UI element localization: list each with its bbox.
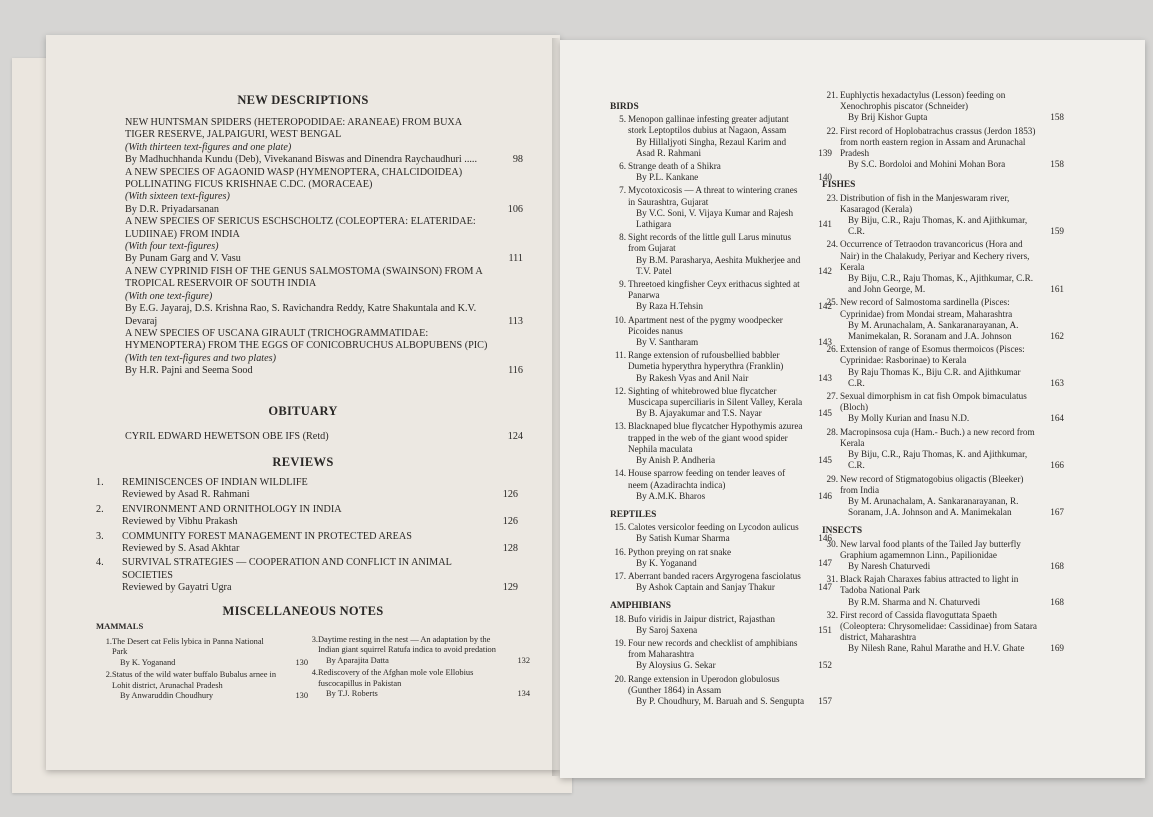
- note-number: 19.: [614, 637, 626, 648]
- page-number: 98: [512, 154, 523, 166]
- right-page: [560, 40, 1145, 778]
- note-number: 15.: [614, 522, 626, 533]
- note-number: 5.: [619, 114, 626, 125]
- amphibians-section-label: AMPHIBIANS: [610, 601, 671, 612]
- note-number: 8.: [619, 232, 626, 243]
- note-text: First record of Cassida flavoguttata Spaeth (Coleoptera: Chrysomelidae: Cassidinae) from Satara district, Maharashtra: [840, 609, 1037, 643]
- review-entry[interactable]: [96, 557, 518, 594]
- page-number: 166: [1050, 460, 1064, 471]
- note-by: By M. Arunachalam, A. Sankaranarayanan, A. Manimekalan, R. Soranam and J.A. Johnson: [848, 319, 1019, 342]
- note-by: By Biju, C.R., Raju Thomas, K. and Ajithkumar, C.R.: [848, 215, 1028, 237]
- note-by: By Brij Kishor Gupta: [848, 112, 928, 123]
- page-number: 130: [295, 691, 308, 701]
- note-by: By A.M.K. Bharos: [636, 490, 706, 501]
- note-text: Menopon gallinae infesting greater adjutant stork Leptoptilos dubius at Nagaon, Assam: [628, 114, 789, 136]
- note-entry[interactable]: [610, 161, 832, 183]
- note-text: Extension of range of Esomus thermoicos (Pisces: Cyprinidae: Rasborinae) to Kerala: [840, 344, 1025, 366]
- note-by: By Raju Thomas K., Biju C.R. and Ajithkumar C.R.: [848, 366, 1021, 388]
- misc-notes-heading: MISCELLANEOUS NOTES: [222, 604, 384, 618]
- toc-entry[interactable]: [125, 216, 523, 266]
- review-number: 1.: [96, 477, 104, 488]
- note-text: Strange death of a Shikra: [628, 161, 721, 172]
- note-number: 23.: [826, 192, 838, 203]
- review-by: Reviewed by Asad R. Rahmani: [122, 489, 250, 501]
- entry-by: By H.R. Pajni and Seema Sood: [125, 365, 253, 377]
- note-text: Occurrence of Tetraodon travancoricus (Hora and Nair) in the Chalakudy, Periyar and Kechery rivers, Kerala: [840, 239, 1030, 272]
- note-text: New larval food plants of the Tailed Jay butterfly Graphium agamemnon Linn., Papilionidae: [840, 538, 1021, 560]
- note-text: Black Rajah Charaxes fabius attracted to light in Tadoba National Park: [840, 574, 1019, 596]
- note-number: 17.: [614, 570, 626, 581]
- note-number: 30.: [826, 538, 838, 549]
- misc-col-2: [302, 635, 530, 701]
- note-entry[interactable]: [610, 185, 832, 230]
- note-entry[interactable]: [610, 547, 832, 569]
- review-by: Reviewed by Gayatri Ugra: [122, 582, 232, 594]
- note-number: 11.: [614, 350, 626, 361]
- note-by: By Anish P. Andheria: [636, 455, 716, 466]
- entry-title: A NEW SPECIES OF AGAONID WASP (HYMENOPTERA, CHALCIDOIDEA) POLLINATING FICUS KRISHNAE C.DC. (MORACEAE): [125, 166, 463, 191]
- review-entry[interactable]: [96, 477, 518, 502]
- note-entry[interactable]: [610, 638, 832, 672]
- toc-entry[interactable]: [125, 328, 523, 378]
- page-number: 163: [1050, 377, 1064, 388]
- note-by: By T.J. Roberts: [326, 689, 378, 699]
- note-entry[interactable]: [302, 635, 530, 666]
- page-number: 152: [818, 660, 832, 671]
- review-number: 4.: [96, 557, 104, 569]
- note-by: By B. Ajayakumar and T.S. Nayar: [636, 408, 762, 419]
- reviews-list: [96, 477, 518, 595]
- note-number: 14.: [614, 468, 626, 479]
- page-number: 128: [502, 543, 518, 555]
- note-by: By V. Santharam: [636, 337, 699, 348]
- note-text: Status of the wild water buffalo Bubalus arnee in Lohit district, Arunachal Pradesh: [112, 670, 277, 690]
- page-number: 139: [818, 147, 832, 158]
- entry-title: A NEW CYPRINID FISH OF THE GENUS SALMOSTOMA (SWAINSON) FROM A TROPICAL RESERVOIR OF SOUTH INDIA: [125, 265, 483, 290]
- review-title: COMMUNITY FOREST MANAGEMENT IN PROTECTED AREAS: [122, 530, 412, 542]
- page-number: 113: [508, 315, 523, 327]
- note-entry[interactable]: [822, 539, 1064, 573]
- note-number: 18.: [614, 613, 626, 624]
- note-entry[interactable]: [610, 350, 832, 384]
- note-entry[interactable]: [822, 474, 1064, 519]
- entry-note: (With ten text-figures and two plates): [125, 352, 276, 364]
- note-by: By V.C. Soni, V. Vijaya Kumar and Rajesh Lathigara: [636, 207, 794, 230]
- page-number: 124: [507, 431, 523, 442]
- note-by: By Saroj Saxena: [636, 624, 698, 635]
- note-entry[interactable]: [822, 610, 1064, 655]
- obituary-heading: OBITUARY: [268, 404, 338, 418]
- note-entry[interactable]: [610, 232, 832, 277]
- page-number: 168: [1050, 596, 1064, 607]
- page-number: 169: [1050, 643, 1064, 654]
- note-number: 29.: [826, 473, 838, 484]
- entry-title: A NEW SPECIES OF USCANA GIRAULT (TRICHOGRAMMATIDAE: HYMENOPTERA) FROM THE EGGS OF CONICOBRUCHUS ALBOPUBENS (PIC): [125, 327, 488, 352]
- review-by: Reviewed by S. Asad Akhtar: [122, 543, 240, 555]
- note-number: 25.: [826, 297, 838, 308]
- page-number: 158: [1050, 159, 1064, 170]
- note-entry[interactable]: [822, 239, 1064, 295]
- entry-by: By E.G. Jayaraj, D.S. Krishna Rao, S. Ravichandra Reddy, Katre Shakuntala and K.V. Devaraj: [125, 303, 477, 327]
- note-text: Threetoed kingfisher Ceyx erithacus sighted at Panarwa: [628, 279, 800, 301]
- note-entry[interactable]: [822, 574, 1064, 608]
- entry-by: By Madhuchhanda Kundu (Deb), Vivekanand Biswas and Dinendra Raychaudhuri .....: [125, 154, 478, 166]
- page-number: 141: [818, 219, 832, 230]
- review-number: 2.: [96, 503, 104, 515]
- page-number: 140: [818, 172, 832, 183]
- entry-title: A NEW SPECIES OF SERICUS ESCHSCHOLTZ (COLEOPTERA: ELATERIDAE: LUDIINAE) FROM INDIA: [125, 216, 476, 240]
- note-text: Apartment nest of the pygmy woodpecker Picoides nanus: [628, 314, 783, 336]
- note-by: By K. Yoganand: [636, 557, 697, 568]
- note-text: New record of Stigmatogobius oligactis (Bleeker) from India: [840, 473, 1024, 495]
- review-by: Reviewed by Vibhu Prakash: [122, 516, 238, 528]
- note-entry[interactable]: [96, 670, 308, 701]
- insects-section-label: INSECTS: [822, 526, 863, 537]
- note-by: By P.L. Kankane: [636, 172, 699, 183]
- note-entry[interactable]: [822, 126, 1064, 171]
- review-entry[interactable]: [96, 531, 518, 556]
- note-number: 9.: [619, 279, 626, 290]
- note-entry[interactable]: [822, 391, 1064, 425]
- page-number: 147: [818, 582, 832, 593]
- note-number: 31.: [826, 574, 838, 585]
- note-by: By Rakesh Vyas and Anil Nair: [636, 372, 749, 383]
- entry-by: By Punam Garg and V. Vasu: [125, 253, 241, 265]
- new-descriptions-heading: NEW DESCRIPTIONS: [237, 93, 369, 107]
- note-text: Bufo viridis in Jaipur district, Rajasthan: [628, 613, 775, 624]
- note-number: 24.: [826, 239, 838, 250]
- note-entry[interactable]: [610, 674, 832, 708]
- note-text: Rediscovery of the Afghan mole vole Ellobius fuscocapillus in Pakistan: [318, 668, 474, 688]
- note-entry[interactable]: [610, 114, 832, 159]
- page-number: 126: [502, 489, 518, 501]
- note-by: By Biju, C.R., Raju Thomas, K. and Ajithkumar, C.R.: [848, 449, 1028, 471]
- note-text: First record of Hoplobatrachus crassus (Jerdon 1853) from north eastern region in Assam and Arunachal Pradesh: [840, 125, 1036, 159]
- review-number: 3.: [96, 530, 104, 542]
- note-by: By K. Yoganand: [120, 657, 176, 667]
- page-number: 145: [818, 455, 832, 466]
- page-number: 159: [1050, 226, 1064, 237]
- note-by: By P. Choudhury, M. Baruah and S. Sengupta: [636, 695, 805, 706]
- note-by: By Biju, C.R., Raju Thomas, K., Ajithkumar, C.R. and John George, M.: [848, 273, 1034, 295]
- note-text: Macropinsosa cuja (Ham.- Buch.) a new record from Kerala: [840, 426, 1035, 448]
- reptiles-section-label: REPTILES: [610, 509, 657, 520]
- note-entry[interactable]: [610, 386, 832, 420]
- obituary-text: CYRIL EDWARD HEWETSON OBE IFS (Retd): [125, 431, 329, 442]
- review-title: SURVIVAL STRATEGIES — COOPERATION AND CONFLICT IN ANIMAL SOCIETIES: [122, 557, 452, 581]
- note-number: 13.: [614, 421, 626, 432]
- right-col-2: [822, 90, 1064, 657]
- note-by: By Naresh Chaturvedi: [848, 560, 931, 571]
- note-text: Daytime resting in the nest — An adaptation by the Indian giant squirrel Ratufa indica to avoid predation: [318, 635, 496, 655]
- mammals-section-label: MAMMALS: [96, 621, 144, 631]
- note-number: 1.: [105, 637, 112, 646]
- birds-section-label: BIRDS: [610, 102, 639, 112]
- note-text: Sexual dimorphism in cat fish Ompok bimaculatus (Bloch): [840, 391, 1027, 413]
- note-by: By M. Arunachalam, A. Sankaranarayanan, R. Soranam, J.A. Johnson and A. Manimekalan: [848, 495, 1019, 518]
- note-text: House sparrow feeding on tender leaves of neem (Azadirachta indica): [628, 468, 786, 490]
- page-number: 143: [818, 337, 832, 348]
- note-entry[interactable]: [822, 90, 1064, 124]
- note-text: Python preying on rat snake: [628, 546, 732, 557]
- page-number: 146: [818, 490, 832, 501]
- page-number: 164: [1050, 413, 1064, 424]
- obituary-entry[interactable]: [125, 431, 523, 443]
- misc-col-1: [96, 637, 308, 703]
- review-entry[interactable]: [96, 504, 518, 529]
- note-text: Blacknaped blue flycatcher Hypothymis azurea trapped in the web of the giant wood spider Nephila maculata: [628, 421, 803, 454]
- review-title: ENVIRONMENT AND ORNITHOLOGY IN INDIA: [122, 503, 342, 515]
- note-by: By Nilesh Rane, Rahul Marathe and H.V. Ghate: [848, 643, 1025, 654]
- page-number: 167: [1050, 507, 1064, 518]
- note-entry[interactable]: [610, 315, 832, 349]
- page-number: 168: [1050, 560, 1064, 571]
- note-text: Range extension of rufousbellied babbler Dumetia hyperythra hyperythra (Franklin): [628, 350, 784, 372]
- note-by: By B.M. Parasharya, Aeshita Mukherjee and T.V. Patel: [636, 254, 801, 276]
- note-by: By Ashok Captain and Sanjay Thakur: [636, 582, 775, 593]
- note-number: 32.: [826, 609, 838, 620]
- entry-note: (With four text-figures): [125, 241, 219, 253]
- note-number: 21.: [826, 90, 838, 100]
- fishes-section-label: FISHES: [822, 180, 856, 191]
- note-text: Mycotoxicosis — A threat to wintering cranes in Saurashtra, Gujarat: [628, 185, 798, 207]
- entry-note: (With one text-figure): [125, 290, 213, 302]
- note-number: 27.: [826, 391, 838, 402]
- note-entry[interactable]: [610, 279, 832, 313]
- note-number: 7.: [619, 185, 626, 196]
- note-entry[interactable]: [96, 637, 308, 668]
- note-text: Distribution of fish in the Manjeswaram river, Kasaragod (Kerala): [840, 192, 1010, 214]
- page-number: 162: [1050, 331, 1064, 342]
- toc-entry[interactable]: [125, 117, 523, 167]
- reviews-heading: REVIEWS: [272, 455, 334, 469]
- page-number: 142: [818, 301, 832, 312]
- note-entry[interactable]: [822, 344, 1064, 389]
- page-number: 111: [508, 253, 523, 265]
- right-col-1: [610, 102, 832, 709]
- left-page: [46, 35, 560, 770]
- note-entry[interactable]: [610, 614, 832, 636]
- entry-note: (With sixteen text-figures): [125, 191, 230, 203]
- note-entry[interactable]: [610, 468, 832, 502]
- note-text: Euphlyctis hexadactylus (Lesson) feeding on Xenochrophis piscator (Schneider): [840, 90, 1006, 112]
- note-number: 26.: [826, 344, 838, 355]
- page-number: 145: [818, 408, 832, 419]
- note-number: 16.: [614, 546, 626, 557]
- note-by: By Molly Kurian and Inasu N.D.: [848, 413, 970, 424]
- page-number: 142: [818, 265, 832, 276]
- page-number: 126: [502, 516, 518, 528]
- entry-by: By D.R. Priyadarsanan: [125, 203, 219, 215]
- note-by: By Anwaruddin Choudhury: [120, 691, 214, 701]
- note-text: Aberrant banded racers Argyrogena fasciolatus: [628, 570, 801, 581]
- note-by: By S.C. Bordoloi and Mohini Mohan Bora: [848, 159, 1006, 170]
- note-number: 12.: [614, 385, 626, 396]
- note-entry[interactable]: [610, 571, 832, 593]
- note-number: 22.: [826, 125, 838, 136]
- note-number: 2.: [105, 670, 112, 680]
- note-entry[interactable]: [610, 421, 832, 466]
- note-number: 20.: [614, 673, 626, 684]
- note-by: By Aloysius G. Sekar: [636, 660, 716, 671]
- note-text: New record of Salmostoma sardinella (Pisces: Cyprinidae) from Mondai stream, Maharashtra: [840, 297, 1013, 319]
- note-text: Range extension in Uperodon globulosus (Gunther 1864) in Assam: [628, 673, 780, 695]
- page-number: 134: [517, 689, 530, 699]
- note-entry[interactable]: [302, 668, 530, 699]
- new-descriptions-list: [125, 117, 523, 378]
- page-number: 147: [818, 557, 832, 568]
- note-number: 28.: [826, 426, 838, 437]
- note-text: Sighting of whitebrowed blue flycatcher Muscicapa superciliaris in Silent Valley, Kerala: [628, 385, 803, 408]
- note-text: Four new records and checklist of amphibians from Maharashtra: [628, 637, 798, 660]
- page-number: 106: [507, 203, 523, 215]
- note-text: The Desert cat Felis lybica in Panna National Park: [112, 637, 264, 657]
- note-text: Calotes versicolor feeding on Lycodon aulicus: [628, 522, 799, 533]
- page-number: 132: [517, 655, 530, 665]
- page-number: 158: [1050, 112, 1064, 123]
- page-number: 143: [818, 372, 832, 383]
- note-text: Sight records of the little gull Larus minutus from Gujarat: [628, 232, 792, 254]
- note-number: 3.: [311, 635, 318, 644]
- note-by: By Aparajita Datta: [326, 655, 389, 665]
- page-number: 161: [1050, 284, 1064, 295]
- page-number: 146: [818, 533, 832, 544]
- page-number: 151: [818, 624, 832, 635]
- note-by: By Hillaljyoti Singha, Rezaul Karim and Asad R. Rahmani: [636, 136, 787, 158]
- page-number: 130: [295, 657, 308, 667]
- entry-note: (With thirteen text-figures and one plate): [125, 141, 292, 153]
- review-title: REMINISCENCES OF INDIAN WILDLIFE: [122, 477, 308, 488]
- note-by: By Satish Kumar Sharma: [636, 533, 730, 544]
- note-number: 4.: [311, 668, 318, 678]
- note-number: 6.: [619, 161, 626, 172]
- page-number: 116: [508, 365, 523, 377]
- note-number: 10.: [614, 314, 626, 325]
- note-entry[interactable]: [610, 522, 832, 544]
- page-number: 157: [818, 695, 832, 706]
- entry-title: NEW HUNTSMAN SPIDERS (HETEROPODIDAE: ARANEAE) FROM BUXA TIGER RESERVE, JALPAIGURI, WEST BENGAL: [125, 117, 462, 141]
- note-entry[interactable]: [822, 427, 1064, 472]
- page-number: 129: [502, 582, 518, 594]
- toc-entry[interactable]: [125, 266, 523, 328]
- note-by: By R.M. Sharma and N. Chaturvedi: [848, 596, 981, 607]
- toc-entry[interactable]: [125, 167, 523, 217]
- note-by: By Raza H.Tehsin: [636, 301, 703, 312]
- note-entry[interactable]: [822, 297, 1064, 342]
- note-entry[interactable]: [822, 193, 1064, 238]
